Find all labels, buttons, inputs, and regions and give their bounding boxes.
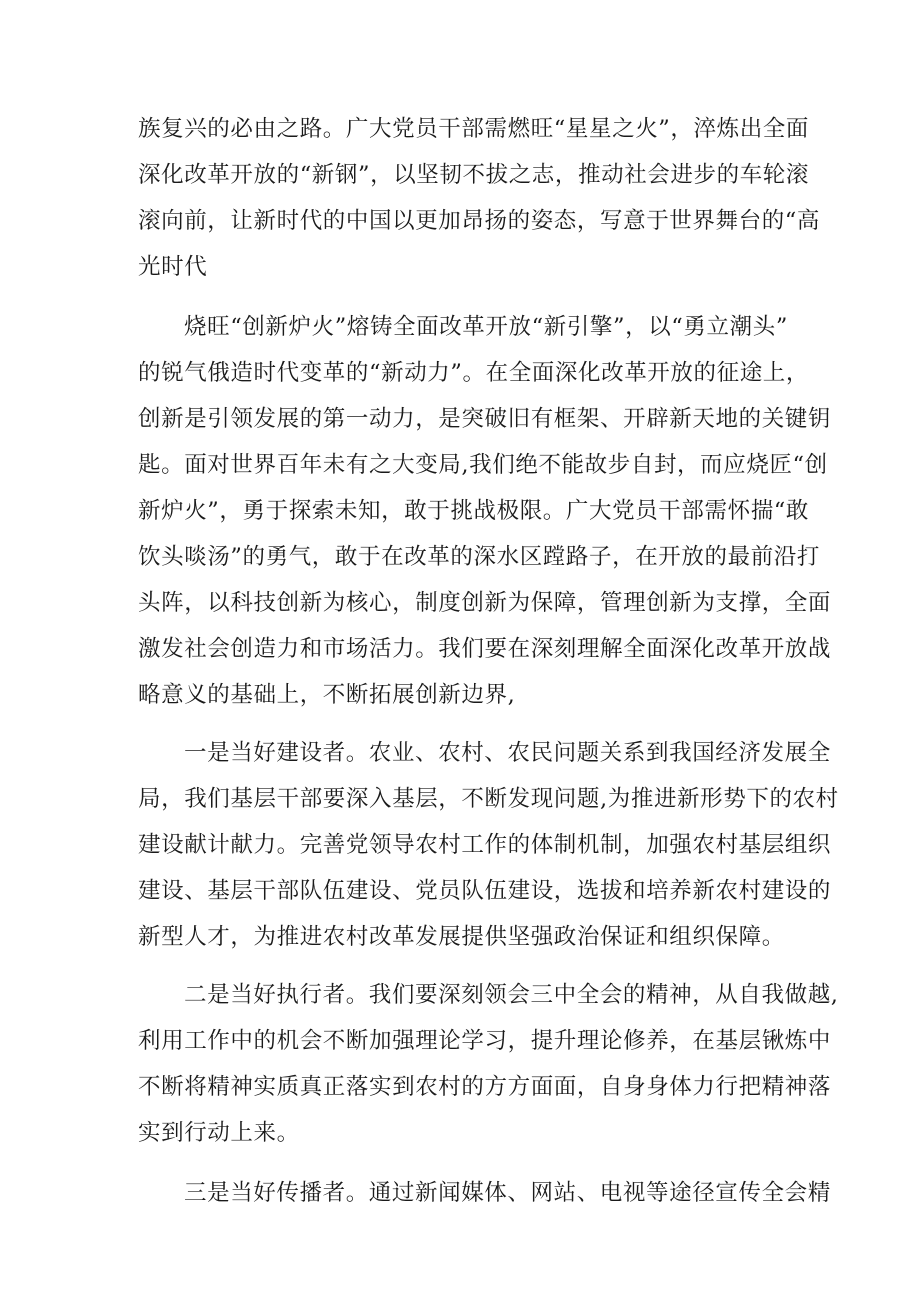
body-text-line: 匙。面对世界百年未有之大变局,我们绝不能故步自封，而应烧匠“创	[138, 452, 828, 478]
body-text-line: 建设、基层干部队伍建设、党员队伍建设，选拔和培养新农村建设的	[138, 878, 832, 904]
body-text-line: 滚向前，让新时代的中国以更加昂扬的姿态，写意于世界舞台的“高	[138, 208, 821, 234]
body-text-line: 建设献计献力。完善党领导农村工作的体制机制，加强农村基层组织	[138, 832, 832, 858]
body-text-line: 实到行动上来。	[138, 1120, 300, 1146]
body-text-line: 新型人才，为推进农村改革发展提供坚强政治保证和组织保障。	[138, 924, 785, 950]
body-text-line: 创新是引领发展的第一动力，是突破旧有框架、开辟新天地的关键钥	[138, 406, 832, 432]
body-text-line: 的锐气俄造时代变革的“新动力”。在全面深化改革开放的征途上，	[138, 360, 810, 386]
body-text-line: 利用工作中的机会不断加强理论学习，提升理论修养，在基层锹炼中	[138, 1028, 832, 1054]
paragraph-first-line: 三是当好传播者。通过新闻媒体、网站、电视等途径宣传全会精	[184, 1180, 831, 1206]
body-text-line: 新炉火”，勇于探索未知，敢于挑战极限。广大党员干部需怀揣“敢	[138, 498, 810, 524]
paragraph-first-line: 烧旺“创新炉火”熔铸全面改革开放“新引擎”，以“勇立潮头”	[184, 314, 788, 340]
body-text-line: 不断将精神实质真正落实到农村的方方面面，自身身体力行把精神落	[138, 1074, 832, 1100]
body-text-line: 族复兴的必由之路。广大党员干部需燃旺“星星之火”，淬炼出全面	[138, 116, 810, 142]
body-text-line: 头阵，以科技创新为核心，制度创新为保障，管理创新为支撑，全面	[138, 590, 832, 616]
body-text-line: 深化改革开放的“新钢”，以坚韧不拔之志，推动社会进步的车轮滚	[138, 162, 810, 188]
body-text-line: 略意义的基础上，不断拓展创新边界,	[138, 682, 516, 708]
paragraph-first-line: 一是当好建设者。农业、农村、农民问题关系到我国经济发展全	[184, 740, 831, 766]
body-text-line: 激发社会创造力和市场活力。我们要在深刻理解全面深化改革开放战	[138, 636, 832, 662]
body-text-line: 饮头啖汤”的勇气，敢于在改革的深水区蹚路子，在开放的最前沿打	[138, 544, 821, 570]
body-text-line: 局，我们基层干部要深入基层，不断发现问题,为推进新形势下的农村	[138, 786, 839, 812]
body-text-line: 光时代	[138, 254, 208, 280]
paragraph-first-line: 二是当好执行者。我们要深刻领会三中全会的精神，从自我做越,	[184, 982, 839, 1008]
